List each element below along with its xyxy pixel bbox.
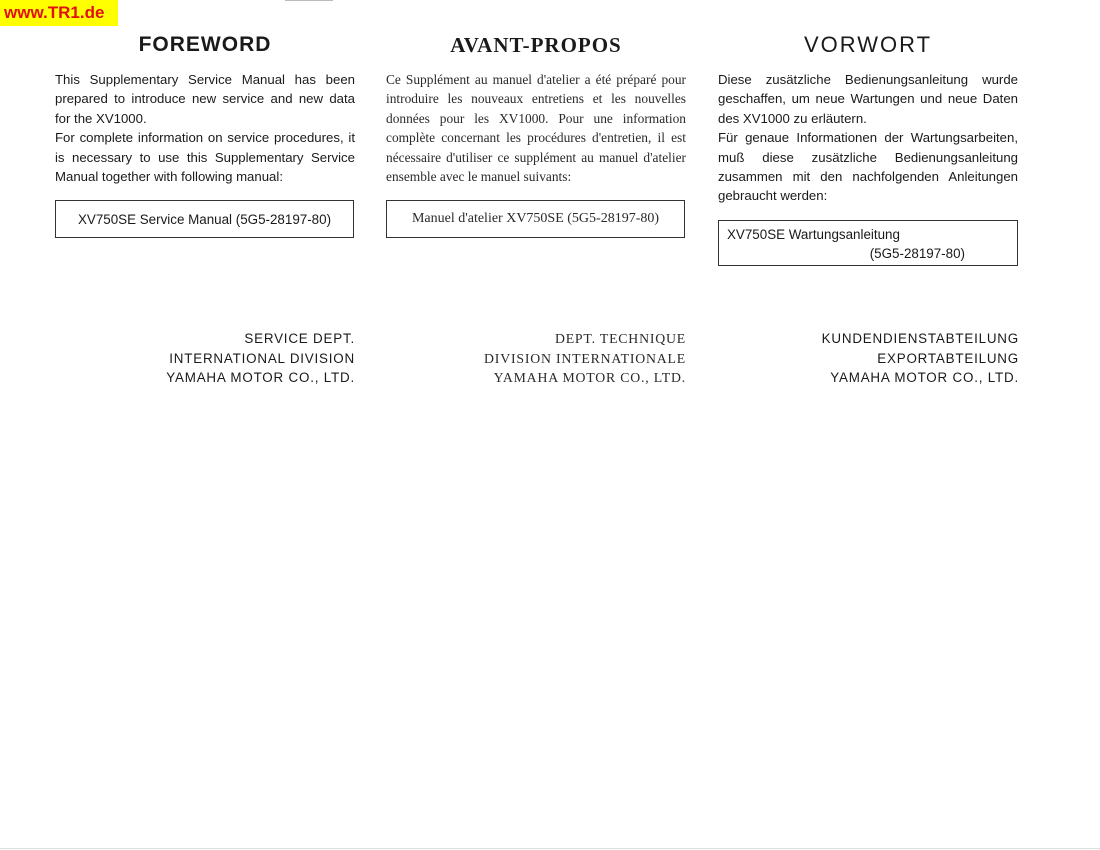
bottom-rule [0,848,1100,849]
signature-line: DEPT. TECHNIQUE [554,331,686,346]
manual-reference-english: XV750SE Service Manual (5G5-28197-80) [55,200,354,238]
top-rule [285,0,333,1]
foreword-body [55,70,355,186]
signature-line: INTERNATIONAL DIVISION [169,350,355,366]
heading-foreword: FOREWORD [138,33,272,56]
signature-german [719,329,1019,388]
vorwort-paragraph-1: Diese zusätzliche Bedienungsanleitung wurde geschaffen, um neue Wartungen und neue Daten des XV1000 zu erläutern. [718,72,1018,126]
vorwort-paragraph-2: Für genaue Informationen der Wartungsarbeiten, muß diese zusätzliche Bedienungsanleitung zusammen mit den nachfolgenden Anleitungen gebraucht werden: [718,130,1018,204]
manual-reference-german-code: (5G5-28197-80) [869,245,965,261]
column-german [718,30,1018,266]
avant-propos-paragraph: Ce Supplément au manuel d'atelier a été préparé pour introduire les nouveaux entretiens et les nouvelles données pour les XV1000. Pour une information complète concernant les procédures d'entretien, il est nécessaire d'utiliser ce supplément au manuel d'atelier ensemble avec le manuel suivants: [386,72,686,185]
avant-propos-body [386,70,686,186]
vorwort-body [718,70,1018,206]
manual-reference-german [718,220,1018,266]
foreword-paragraph-1: This Supplementary Service Manual has been prepared to introduce new service and new data for the XV1000. [55,72,355,126]
signature-line: SERVICE DEPT. [244,331,355,346]
signature-line: DIVISION INTERNATIONALE [484,350,686,366]
foreword-paragraph-2: For complete information on service procedures, it is necessary to use this Supplementary Service Manual together with following manual: [55,130,355,185]
signature-line: YAMAHA MOTOR CO., LTD. [166,370,355,385]
column-english [55,30,355,238]
signature-line: EXPORTABTEILUNG [877,350,1019,366]
signature-english [55,329,355,388]
watermark-link[interactable]: www.TR1.de [0,0,118,26]
heading-vorwort: VORWORT [803,32,933,57]
column-french [386,30,686,238]
signature-line: YAMAHA MOTOR CO., LTD. [830,370,1019,385]
signature-line: KUNDENDIENSTABTEILUNG [821,331,1019,346]
manual-reference-german-title: XV750SE Wartungsanleitung [727,226,900,242]
manual-reference-french: Manuel d'atelier XV750SE (5G5-28197-80) [386,200,685,238]
heading-avant-propos: AVANT-PROPOS [450,33,622,57]
signature-french [386,329,686,388]
signature-line: YAMAHA MOTOR CO., LTD. [493,370,686,385]
